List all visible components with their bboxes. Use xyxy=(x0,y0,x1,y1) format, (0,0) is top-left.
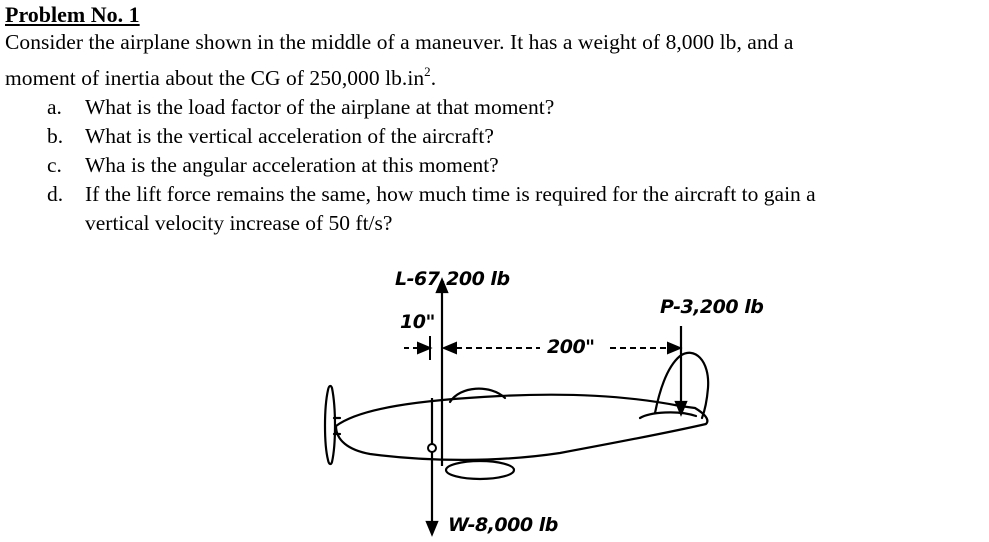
problem-statement xyxy=(5,28,985,93)
question-d xyxy=(5,180,985,238)
question-marker: d. xyxy=(47,182,64,206)
question-text: If the lift force remains the same, how much time is required for the aircraft to gain a xyxy=(85,182,816,206)
airplane-diagram xyxy=(300,248,800,542)
lift-label: L-67,200 lb xyxy=(395,268,510,290)
problem-title: Problem No. 1 xyxy=(5,2,140,27)
weight-arrow xyxy=(427,398,437,534)
question-marker: b. xyxy=(47,124,64,148)
question-text: What is the load factor of the airplane at that moment? xyxy=(85,95,555,119)
cg-marker xyxy=(428,444,436,452)
weight-label: W-8,000 lb xyxy=(448,514,558,536)
wing-outline xyxy=(446,461,514,479)
span-label: 200" xyxy=(547,336,595,358)
superscript-2: 2 xyxy=(424,64,431,79)
stabilizer-outline xyxy=(640,412,696,418)
propeller-outline xyxy=(325,386,335,464)
tail-load-label: P-3,200 lb xyxy=(660,296,764,318)
offset-label: 10" xyxy=(400,311,435,333)
airplane-figure xyxy=(300,248,800,542)
lift-arrow xyxy=(437,280,447,466)
question-marker: a. xyxy=(47,95,62,119)
statement-line-1: Consider the airplane shown in the middle of a maneuver. It has a weight of 8,000 lb, and a xyxy=(5,30,794,54)
question-text: Wha is the angular acceleration at this moment? xyxy=(85,153,499,177)
question-a xyxy=(5,93,985,122)
statement-line-2: moment of inertia about the CG of 250,000 lb.in xyxy=(5,66,425,90)
question-text: What is the vertical acceleration of the aircraft? xyxy=(85,124,494,148)
question-b xyxy=(5,122,985,151)
fuselage-outline xyxy=(336,395,707,460)
question-c xyxy=(5,151,985,180)
tail-load-arrow xyxy=(676,326,686,414)
question-marker: c. xyxy=(47,153,62,177)
question-list xyxy=(5,93,985,238)
problem-document xyxy=(5,2,985,238)
statement-period: . xyxy=(430,66,437,90)
offset-dimension xyxy=(404,336,430,360)
question-text-continued: vertical velocity increase of 50 ft/s? xyxy=(85,211,393,235)
